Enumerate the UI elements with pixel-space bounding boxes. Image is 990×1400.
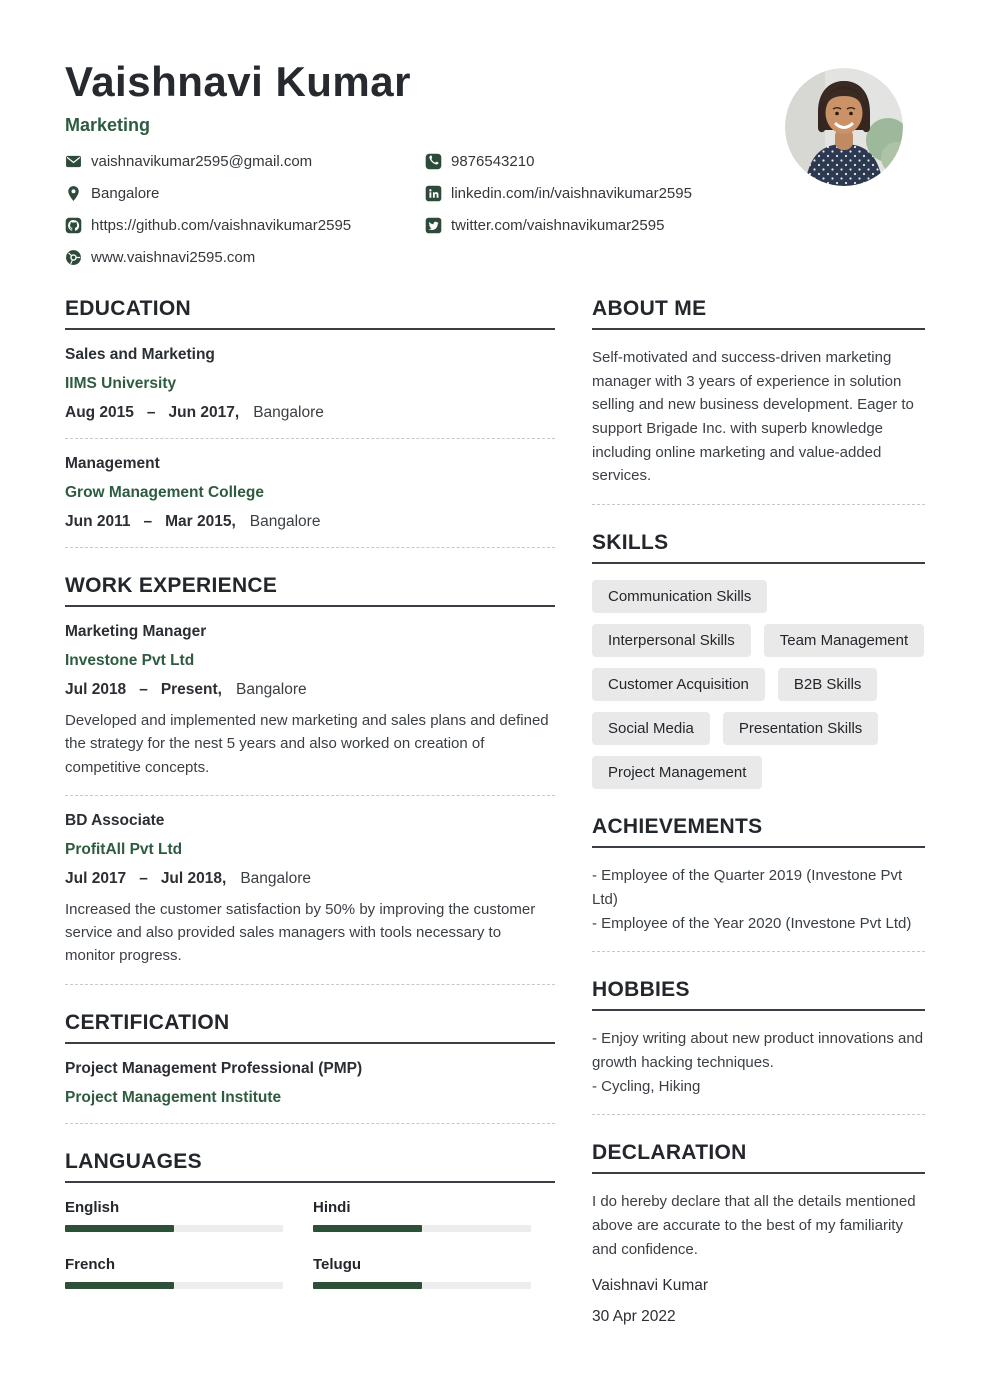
language-name: Telugu: [313, 1255, 362, 1273]
resume-header: [65, 58, 925, 266]
website-icon: [65, 249, 82, 266]
education-entry: [65, 346, 555, 422]
city: Bangalore: [235, 681, 307, 698]
certification-name: Project Management Professional (PMP): [65, 1059, 363, 1077]
dotted-divider: [65, 1123, 555, 1124]
language-name: French: [65, 1255, 116, 1273]
date-dash: –: [139, 681, 148, 698]
language-level-bar: [313, 1282, 531, 1289]
phone-icon: [425, 153, 442, 170]
achievement-line: - Employee of the Year 2020 (Investone Pvt Ltd): [592, 914, 912, 932]
section-about-me: [592, 297, 925, 505]
skill-chip: Communication Skills: [592, 580, 767, 613]
education-dates: [65, 404, 555, 422]
city: Bangalore: [253, 404, 324, 421]
right-column: [592, 297, 925, 1352]
company-name: ProfitAll Pvt Ltd: [65, 840, 183, 858]
work-description: Increased the customer satisfaction by 50% by improving the customer service and also provided sales managers with tools necessary to monitor progress.: [65, 900, 536, 965]
person-job-title: Marketing: [65, 115, 151, 135]
contact-website-text: www.vaishnavi2595.com: [91, 249, 256, 266]
declaration-text: I do hereby declare that all the details mentioned above are accurate to the best of my familiarity and confidence.: [592, 1193, 916, 1258]
skill-chip: B2B Skills: [778, 668, 878, 701]
dotted-divider: [592, 951, 925, 952]
skill-chip: Customer Acquisition: [592, 668, 765, 701]
dotted-divider: [65, 547, 555, 548]
language-level-bar: [65, 1225, 283, 1232]
date-start: Aug 2015: [65, 404, 134, 421]
hobby-line: - Enjoy writing about new product innovations and growth hacking techniques.: [592, 1030, 924, 1071]
contact-github: [65, 217, 425, 234]
twitter-icon: [425, 217, 442, 234]
language-level-bar: [65, 1282, 283, 1289]
declaration-heading: DECLARATION: [592, 1141, 925, 1174]
section-education: [65, 297, 555, 548]
contact-twitter: [425, 217, 865, 234]
skill-chip: Team Management: [764, 624, 924, 657]
achievement-line: - Employee of the Quarter 2019 (Investone Pvt Ltd): [592, 867, 903, 908]
city: Bangalore: [240, 869, 311, 887]
language-level-fill: [313, 1225, 422, 1232]
work-entry: [65, 623, 555, 779]
date-dash: –: [143, 513, 153, 530]
contact-twitter-text: twitter.com/vaishnavikumar2595: [451, 217, 665, 234]
date-end: Present,: [160, 681, 222, 698]
language-level-fill: [313, 1282, 422, 1289]
skill-chip: Interpersonal Skills: [592, 624, 751, 657]
work-description: Developed and implemented new marketing and sales plans and defined the strategy for the nest 5 years and also worked on creation of competitive concepts.: [65, 712, 549, 776]
skill-chip: Project Management: [592, 756, 762, 789]
skill-chip: Social Media: [592, 712, 710, 745]
section-skills: [592, 531, 925, 789]
contact-website: [65, 249, 425, 266]
skills-chips: [592, 580, 925, 789]
skills-heading: SKILLS: [592, 531, 925, 564]
role-name: Marketing Manager: [65, 623, 207, 640]
declaration-signature: Vaishnavi Kumar: [592, 1277, 709, 1295]
section-achievements: [592, 815, 925, 952]
contact-linkedin: [425, 185, 865, 202]
section-hobbies: [592, 978, 925, 1115]
language-level-fill: [65, 1282, 174, 1289]
dotted-divider: [65, 984, 555, 985]
contact-info: [65, 153, 925, 266]
education-dates: [65, 513, 555, 531]
section-languages: [65, 1150, 555, 1289]
certification-heading: CERTIFICATION: [65, 1011, 555, 1044]
language-item: [65, 1256, 283, 1289]
date-start: Jul 2017: [65, 869, 127, 887]
work-dates: [65, 681, 555, 699]
contact-github-text: https://github.com/vaishnavikumar2595: [91, 217, 352, 234]
languages-grid: [65, 1199, 555, 1289]
work-dates: [65, 870, 555, 888]
left-column: [65, 297, 555, 1352]
dotted-divider: [65, 795, 555, 796]
date-start: Jun 2011: [65, 513, 131, 530]
section-work-experience: [65, 574, 555, 985]
role-name: BD Associate: [65, 811, 165, 829]
language-item: [313, 1256, 531, 1289]
language-item: [65, 1199, 283, 1232]
profile-photo: [785, 68, 903, 186]
date-end: Mar 2015,: [165, 513, 236, 530]
email-icon: [65, 153, 82, 170]
date-dash: –: [139, 869, 148, 887]
company-name: Investone Pvt Ltd: [65, 652, 195, 669]
declaration-date: 30 Apr 2022: [592, 1308, 676, 1326]
achievements-heading: ACHIEVEMENTS: [592, 815, 925, 848]
education-entry: [65, 455, 555, 531]
certification-issuer: Project Management Institute: [65, 1088, 282, 1106]
contact-col-right: [425, 153, 865, 266]
date-start: Jul 2018: [65, 681, 127, 698]
date-end: Jun 2017,: [168, 404, 240, 421]
date-end: Jul 2018,: [160, 869, 227, 887]
section-declaration: [592, 1141, 925, 1326]
linkedin-icon: [425, 185, 442, 202]
contact-linkedin-text: linkedin.com/in/vaishnavikumar2595: [451, 185, 692, 202]
hobbies-heading: HOBBIES: [592, 978, 925, 1011]
contact-email-text: vaishnavikumar2595@gmail.com: [91, 153, 313, 170]
section-certification: [65, 1011, 555, 1124]
language-level-fill: [65, 1225, 174, 1232]
school-name: IIMS University: [65, 375, 177, 392]
work-experience-heading: WORK EXPERIENCE: [65, 574, 555, 607]
location-icon: [65, 185, 82, 202]
about-me-heading: ABOUT ME: [592, 297, 925, 330]
dotted-divider: [592, 504, 925, 505]
skill-chip: Presentation Skills: [723, 712, 878, 745]
languages-heading: LANGUAGES: [65, 1150, 555, 1183]
about-me-text: Self-motivated and success-driven marketing manager with 3 years of experience in solution selling and new business development. Eager to support Brigade Inc. with superb knowledge including online marketing and value-added services.: [592, 349, 914, 485]
city: Bangalore: [249, 513, 321, 530]
hobby-line: - Cycling, Hiking: [592, 1077, 701, 1095]
work-entry: [65, 812, 555, 968]
github-icon: [65, 217, 82, 234]
education-heading: EDUCATION: [65, 297, 555, 330]
language-level-bar: [313, 1225, 531, 1232]
date-dash: –: [146, 404, 156, 421]
certification-entry: [65, 1060, 555, 1107]
contact-col-left: [65, 153, 425, 266]
school-name: Grow Management College: [65, 484, 264, 501]
degree-name: Management: [65, 455, 160, 472]
resume-body: [65, 297, 925, 1352]
contact-location-text: Bangalore: [91, 185, 160, 202]
language-name: Hindi: [313, 1198, 351, 1216]
dotted-divider: [592, 1114, 925, 1115]
contact-location: [65, 185, 425, 202]
degree-name: Sales and Marketing: [65, 346, 215, 363]
language-item: [313, 1199, 531, 1232]
dotted-divider: [65, 438, 555, 439]
language-name: English: [65, 1198, 120, 1216]
contact-email: [65, 153, 425, 170]
person-name: Vaishnavi Kumar: [65, 58, 411, 105]
contact-phone-text: 9876543210: [451, 153, 535, 170]
